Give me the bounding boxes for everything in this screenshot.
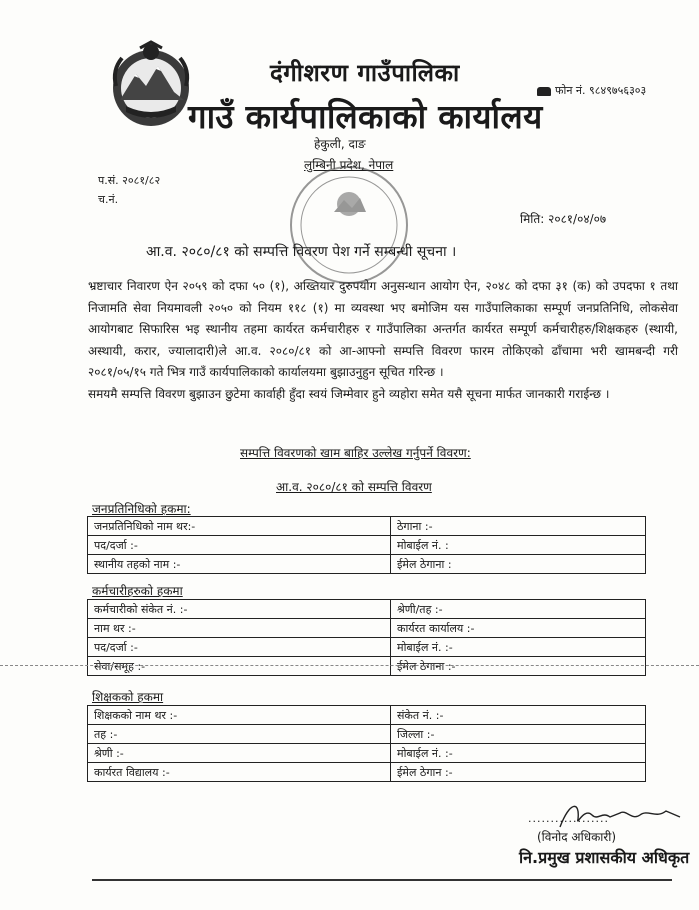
address-line-2: लुम्बिनी प्रदेश, नेपाल: [304, 158, 394, 172]
government-emblem-icon: [106, 40, 196, 132]
reference-number: प.सं. २०८१/८२: [98, 174, 161, 187]
table-row: [88, 763, 646, 782]
table-cell: स्थानीय तहको नाम :-: [88, 555, 391, 574]
office-name: गाउँ कार्यपालिकाको कार्यालय: [188, 97, 543, 136]
section-title-teachers: शिक्षकको हकमा: [92, 690, 164, 704]
table-row: [88, 744, 646, 763]
table-cell: जनप्रतिनिधिको नाम थर:-: [88, 517, 391, 536]
table-cell: श्रेणी :-: [88, 744, 391, 763]
table-cell: संकेत नं. :-: [391, 706, 646, 725]
table-cell: कार्यरत विद्यालय :-: [88, 763, 391, 782]
table-cell: कार्यरत कार्यालय :-: [391, 619, 646, 638]
table-cell: कर्मचारीको संकेत नं. :-: [88, 600, 391, 619]
table-cell: पद/दर्जा :-: [88, 536, 391, 555]
table-cell: सेवा/समूह :-: [88, 657, 391, 676]
phone-icon: [537, 87, 551, 96]
table-cell: ठेगाना :-: [391, 517, 646, 536]
notice-body: [88, 276, 678, 405]
section-title-employees: कर्मचारीहरुको हकमा: [92, 584, 183, 598]
table-row: [88, 657, 646, 676]
notice-subject: आ.व. २०८०/८१ को सम्पत्ति विवरण पेश गर्ने सम्बन्धी सूचना ।: [146, 244, 457, 260]
asset-details-heading: आ.व. २०८०/८१ को सम्पत्ति विवरण: [276, 480, 432, 494]
table-row: [88, 638, 646, 657]
table-row: [88, 706, 646, 725]
org-name: दंगीशरण गाउँपालिका: [270, 59, 460, 87]
signatory-name: (विनोद अधिकारी): [537, 830, 617, 844]
table-cell: ईमेल ठेगाना :-: [391, 657, 646, 676]
letter-date: मिति: २०८१/०४/०७: [520, 212, 607, 226]
table-cell: ईमेल ठेगान :-: [391, 763, 646, 782]
table-cell: जिल्ला :-: [391, 725, 646, 744]
table-cell: मोबाईल नं. :-: [391, 638, 646, 657]
teachers-table: [87, 705, 646, 782]
table-cell: तह :-: [88, 725, 391, 744]
section-title-representatives: जनप्रतिनिधिको हकमा:: [92, 502, 191, 516]
phone-text: फोन नं. ९८४९७५६३०३: [555, 84, 647, 97]
table-row: [88, 517, 646, 536]
table-row: [88, 536, 646, 555]
address-line-1: हेकुली, दाङ: [314, 137, 366, 151]
signature-dots: ..................: [528, 812, 609, 825]
office-stamp-icon: [286, 162, 412, 288]
envelope-instructions-heading: सम्पत्ति विवरणको खाम बाहिर उल्लेख गर्नुपर्ने विवरण:: [240, 446, 471, 460]
signatory-title: नि.प्रमुख प्रशासकीय अधिकृत: [519, 848, 690, 867]
table-cell: ईमेल ठेगाना :: [391, 555, 646, 574]
scan-artifact-line: [0, 665, 699, 666]
body-paragraph-2: समयमै सम्पत्ति विवरण बुझाउन छुटेमा कार्वाही हुँदा स्वयं जिम्मेवार हुने व्यहोरा समेत यसै सूचना मार्फत जानकारी गराईन्छ ।: [88, 386, 610, 401]
dispatch-number: च.नं.: [98, 193, 119, 206]
representatives-table: [87, 516, 646, 574]
table-cell: पद/दर्जा :-: [88, 638, 391, 657]
table-row: [88, 555, 646, 574]
phone-number: [537, 83, 646, 98]
table-row: [88, 600, 646, 619]
table-cell: नाम थर :-: [88, 619, 391, 638]
body-paragraph-1: भ्रष्टाचार निवारण ऐन २०५९ को दफा ५० (१), अख्तियार दुरुपयोग अनुसन्धान आयोग ऐन, २०४८ को दफा ३१ (क) को उपदफा १ तथा निजामति सेवा नियमावली २०५० को नियम ११८ (१) मा व्यवस्था भए बमोजिम यस गाउँपालिकाका सम्पूर्ण जनप्रतिनिधि, लोकसेवा आयोगबाट सिफारिस भइ स्थानीय तहमा कार्यरत कर्मचारीहरु र गाउँपालिका अन्तर्गत कार्यरत सम्पूर्ण कर्मचारीहरु/शिक्षकहरु (स्थायी, अस्थायी, करार, ज्यालादारी)ले आ.व. २०८०/८१ को आ-आफ्नो सम्पत्ति विवरण फारम तोकिएको ढाँचामा भरी खामबन्दी गरी २०८१/०५/१५ गते भित्र गाउँ कार्यपालिकाको कार्यालयमा बुझाउनुहुन सूचित गरिन्छ ।: [88, 279, 678, 379]
table-cell: श्रेणी/तह :-: [391, 600, 646, 619]
footer-divider: [92, 879, 672, 881]
table-row: [88, 619, 646, 638]
table-row: [88, 725, 646, 744]
table-cell: शिक्षकको नाम थर :-: [88, 706, 391, 725]
table-cell: मोबाईल नं. :: [391, 536, 646, 555]
table-cell: मोबाईल नं. :-: [391, 744, 646, 763]
